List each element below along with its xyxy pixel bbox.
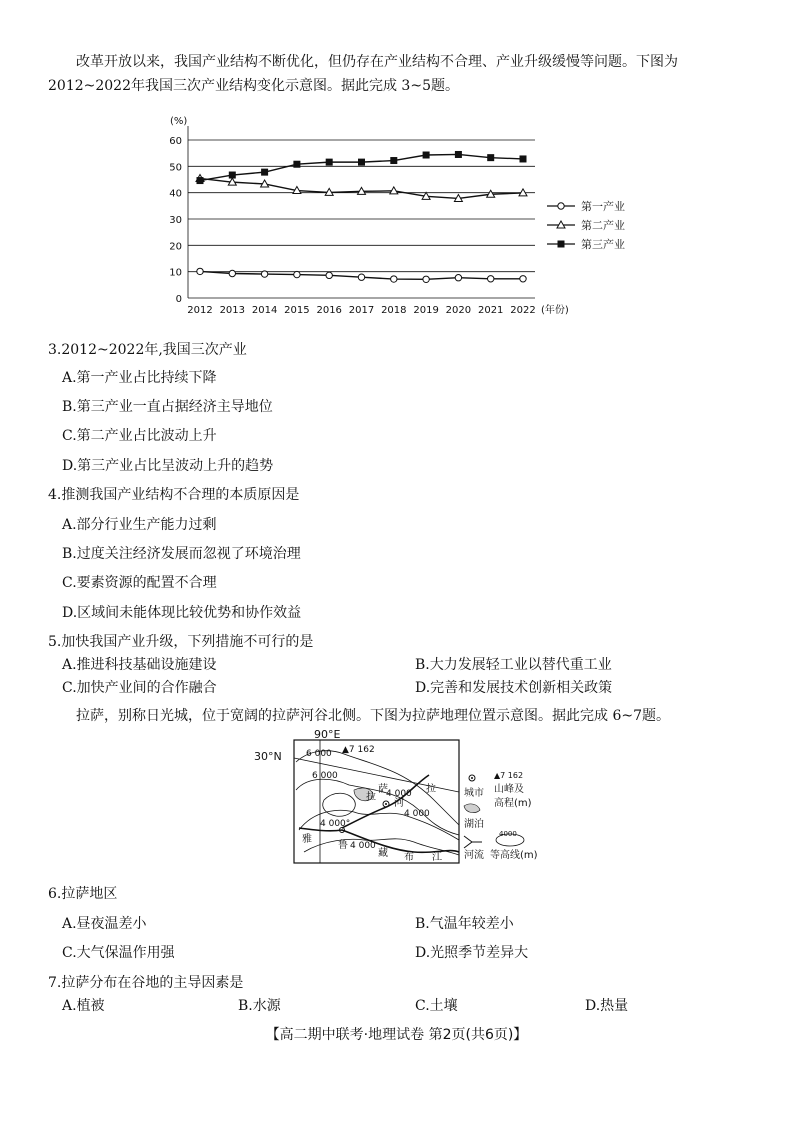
q4-option-c: C.要素资源的配置不合理 — [62, 575, 217, 591]
map-peak: ▲7 162 — [342, 745, 375, 755]
chart-ytick-label: 40 — [169, 188, 182, 200]
q5-option-c: C.加快产业间的合作融合 — [62, 680, 217, 696]
chart-point — [358, 274, 364, 280]
chart-xtick-label: 2014 — [251, 305, 278, 316]
chart-point — [423, 152, 430, 159]
lhasa-location-map — [254, 730, 539, 866]
chart-point — [423, 276, 429, 282]
chart-xtick-label: 2015 — [284, 305, 310, 316]
chart-legend-label: 第二产业 — [581, 219, 625, 232]
legend-peak-label-1: 山峰及 — [494, 784, 524, 795]
chart-point — [197, 268, 203, 274]
q4-option-d: D.区域间未能体现比较优势和协作效益 — [62, 605, 302, 621]
chart-point — [293, 161, 300, 168]
chart-point — [520, 155, 527, 162]
q5-option-d: D.完善和发展技术创新相关政策 — [415, 680, 613, 696]
q4-option-a: A.部分行业生产能力过剩 — [62, 517, 217, 533]
chart-xtick-label: 2017 — [348, 305, 375, 316]
page-footer: 【高二期中联考·地理试卷 第2页(共6页)】 — [265, 1027, 528, 1043]
chart-legend-label: 第一产业 — [581, 200, 625, 213]
chart-point — [455, 151, 462, 158]
map-contour-6: 4 000 — [350, 841, 376, 851]
map-legend — [464, 771, 538, 861]
intro-passage-1: 改革开放以来，我国产业结构不断优化，但仍存在产业结构不合理、产业升级缓慢等问题。下图为2012~2022年我国三次产业结构变化示意图。据此完成 3~5题。 — [48, 54, 678, 94]
chart-ylabel: (%) — [170, 116, 188, 127]
chart-ytick-label: 10 — [169, 267, 182, 279]
chart-legend-label: 第三产业 — [581, 238, 625, 251]
q5-stem: 5.加快我国产业升级，下列措施不可行的是 — [48, 634, 314, 650]
legend-peak-label-2: 高程(m) — [494, 798, 532, 809]
chart-xtick-label: 2022 — [510, 305, 536, 316]
map-river-he: 河 — [394, 798, 404, 809]
map-river-bu: 布 — [404, 852, 414, 863]
q6-option-b: B.气温年较差小 — [415, 916, 514, 932]
chart-point — [390, 157, 397, 164]
chart-point — [261, 271, 267, 277]
legend-city-label: 城市 — [464, 788, 484, 799]
legend-contour-value: 4000 — [499, 830, 517, 838]
q7-option-a: A.植被 — [62, 998, 105, 1014]
chart-legend-marker — [558, 203, 564, 209]
chart-point — [229, 172, 236, 179]
q7-option-d: D.热量 — [585, 998, 629, 1014]
q7-option-c: C.土壤 — [415, 998, 458, 1014]
chart-series-line-3 — [200, 154, 523, 180]
q4-option-b: B.过度关注经济发展而忽视了环境治理 — [62, 546, 301, 562]
q7-stem: 7.拉萨分布在谷地的主导因素是 — [48, 975, 244, 991]
chart-xtick-label: 2020 — [445, 305, 472, 316]
q6-option-c: C.大气保温作用强 — [62, 945, 175, 961]
chart-xtick-label: 2016 — [316, 305, 342, 316]
chart-point — [487, 154, 494, 161]
chart-point — [520, 276, 526, 282]
chart-ytick-label: 50 — [169, 162, 182, 174]
map-river-lu: 鲁 — [338, 840, 348, 851]
q7-option-b: B.水源 — [238, 998, 281, 1014]
intro-passage-2: 拉萨，别称日光城，位于宽阔的拉萨河谷北侧。下图为拉萨地理位置示意图。据此完成 6~7题。 — [76, 708, 670, 724]
chart-point — [294, 271, 300, 277]
map-contour-1: 6 000 — [306, 749, 332, 759]
legend-peak-value: ▲7 162 — [494, 771, 524, 780]
legend-contour-label: 等高线(m) — [490, 850, 538, 861]
q5-option-b: B.大力发展轻工业以替代重工业 — [415, 657, 612, 673]
chart-point — [488, 276, 494, 282]
chart-point — [455, 275, 461, 281]
chart-point — [229, 270, 235, 276]
chart-legend-marker — [558, 241, 565, 248]
q6-option-a: A.昼夜温差小 — [62, 916, 147, 932]
map-lat-label: 30°N — [254, 750, 282, 763]
q3-stem: 3.2012~2022年,我国三次产业 — [48, 342, 247, 358]
chart-xtick-label: 2018 — [381, 305, 407, 316]
chart-point — [261, 169, 268, 176]
q3-option-a: A.第一产业占比持续下降 — [62, 370, 217, 386]
map-contour-3: 4 000 — [386, 789, 412, 799]
map-place-la2: 拉 — [426, 784, 436, 795]
chart-xtick-label: 2012 — [187, 305, 213, 316]
chart-point — [358, 159, 365, 166]
chart-ytick-label: 60 — [169, 136, 182, 147]
map-lon-label: 90°E — [314, 730, 341, 741]
map-contour-2: 6 000 — [312, 771, 338, 781]
chart-xtick-label: 2019 — [413, 305, 439, 316]
map-contour-4: 4 000 — [404, 809, 430, 819]
legend-river-label: 河流 — [464, 850, 484, 861]
chart-point — [326, 159, 333, 166]
map-river-jiang: 江 — [432, 852, 442, 863]
chart-point — [326, 272, 332, 278]
chart-ytick-label: 0 — [175, 294, 182, 305]
q3-option-c: C.第二产业占比波动上升 — [62, 428, 217, 444]
map-river-zang: 藏 — [378, 848, 388, 859]
chart-ytick-label: 30 — [169, 215, 182, 226]
chart-point — [197, 177, 204, 184]
chart-ytick-label: 20 — [169, 241, 182, 253]
chart-xlabel: (年份) — [541, 305, 569, 316]
map-place-la: 拉 — [366, 792, 376, 803]
chart-point — [391, 276, 397, 282]
q4-stem: 4.推测我国产业结构不合理的本质原因是 — [48, 487, 300, 503]
q6-option-d: D.光照季节差异大 — [415, 945, 529, 961]
chart-xtick-label: 2021 — [477, 305, 504, 316]
industry-structure-chart — [160, 114, 640, 324]
map-river-ya: 雅 — [302, 834, 312, 845]
map-contour-5: 4 000° — [320, 819, 351, 829]
q3-option-b: B.第三产业一直占据经济主导地位 — [62, 399, 273, 415]
q3-option-d: D.第三产业占比呈波动上升的趋势 — [62, 458, 274, 474]
q5-option-a: A.推进科技基础设施建设 — [62, 657, 217, 673]
chart-xtick-label: 2013 — [219, 305, 246, 316]
legend-lake-label: 湖泊 — [464, 819, 484, 830]
map-place-sa: 萨 — [378, 784, 388, 795]
q6-stem: 6.拉萨地区 — [48, 886, 118, 902]
